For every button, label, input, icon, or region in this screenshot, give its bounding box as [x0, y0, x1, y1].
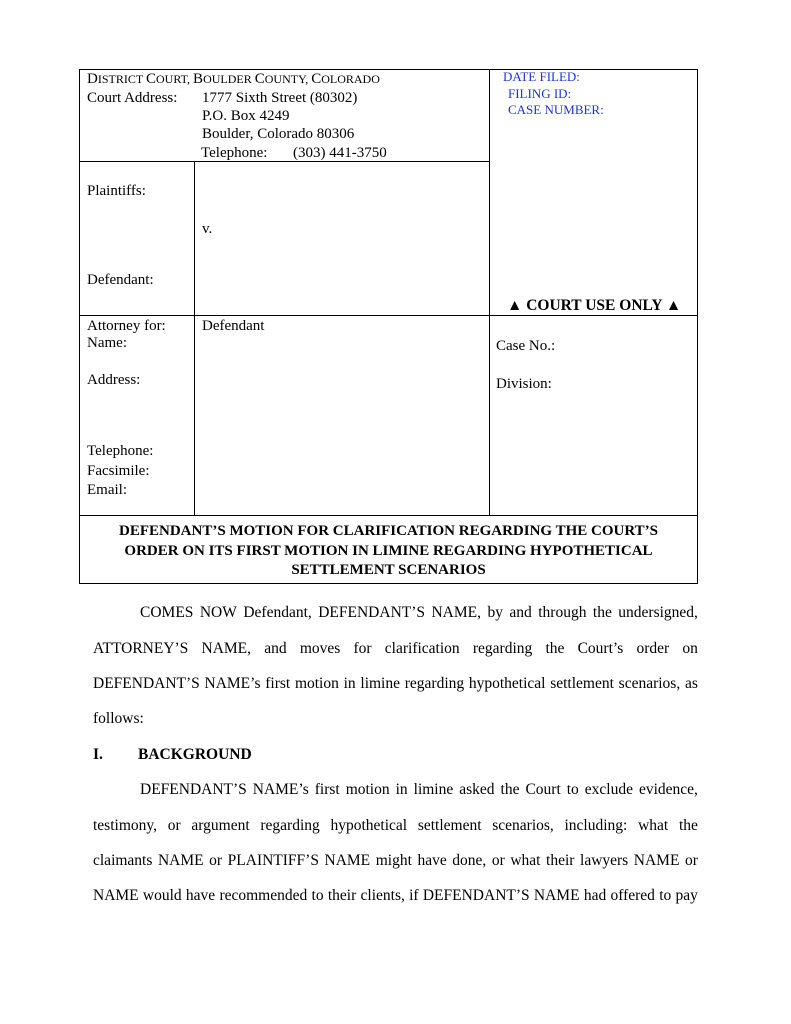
word: motion	[294, 675, 339, 692]
word: regarding	[472, 640, 533, 657]
court-name-rest: OLORADO	[321, 72, 380, 86]
court-name	[87, 70, 380, 88]
word: motion	[345, 781, 390, 798]
court-address-line-1: 1777 Sixth Street (80302)	[202, 90, 358, 106]
court-use-only-label: ▲ COURT USE ONLY ▲	[507, 297, 682, 314]
word: testimony,	[93, 817, 158, 834]
word: or	[684, 852, 698, 869]
word: in	[395, 781, 408, 798]
court-address-label: Court Address:	[87, 90, 178, 106]
caption-divider-attorney	[79, 315, 698, 316]
word: on	[682, 640, 698, 657]
motion-title-line-1: DEFENDANT’S MOTION FOR CLARIFICATION REGARDING THE COURT’S	[119, 523, 658, 539]
word: lawyers	[580, 852, 629, 869]
word: and	[264, 640, 287, 657]
court-name-rest: OURT,	[155, 72, 194, 86]
word: NAME	[324, 852, 371, 869]
word: offered	[610, 887, 655, 904]
word: pay	[675, 887, 698, 904]
word: moves	[299, 640, 341, 657]
paragraph-2-line-3	[93, 852, 698, 870]
court-address-line-3: Boulder, Colorado 80306	[202, 126, 355, 142]
caption-divider-parties	[194, 161, 195, 516]
word: limine	[413, 781, 454, 798]
word: NAME,	[201, 640, 252, 657]
court-name-initial: C	[254, 71, 265, 87]
word: settlement	[417, 817, 482, 834]
court-telephone-value: (303) 441-3750	[293, 145, 387, 161]
word: order	[636, 640, 670, 657]
court-name-rest: ISTRICT	[97, 72, 146, 86]
date-filed-label: DATE FILED:	[503, 69, 580, 84]
attorney-email-label: Email:	[87, 482, 127, 498]
word: Court	[525, 781, 561, 798]
word: settlement	[550, 675, 614, 692]
word: through	[538, 604, 587, 621]
word: first	[265, 675, 291, 692]
paragraph-2-line-2	[93, 817, 698, 835]
word: NAME’s	[252, 781, 309, 798]
word: NAME	[157, 852, 204, 869]
word: or	[167, 817, 181, 834]
caption-divider-right	[489, 69, 490, 516]
word: the	[545, 640, 565, 657]
word: DEFENDANT’S	[422, 887, 530, 904]
word: NAME	[533, 887, 580, 904]
word: their	[546, 852, 575, 869]
word: would	[142, 887, 182, 904]
caption-divider-court	[79, 161, 490, 162]
word: NOW	[199, 604, 237, 621]
division-label: Division:	[496, 376, 552, 392]
word: NAME	[93, 887, 139, 904]
word: if	[409, 887, 419, 904]
paragraph-1-line-3	[93, 675, 698, 693]
word: DEFENDANT’S	[140, 781, 247, 798]
word: Defendant,	[243, 604, 312, 621]
court-name-rest: OUNTY,	[264, 72, 312, 86]
paragraph-1-line-2	[93, 640, 698, 658]
word: to	[659, 887, 672, 904]
word: in	[343, 675, 356, 692]
word: recommended	[219, 887, 308, 904]
word: hypothetical	[468, 675, 546, 692]
word: or	[491, 852, 505, 869]
case-number-label: CASE NUMBER:	[508, 102, 604, 117]
word: DEFENDANT’S	[318, 604, 426, 621]
plaintiffs-label: Plaintiffs:	[87, 183, 146, 199]
word: for	[353, 640, 372, 657]
attorney-name-label: Name:	[87, 335, 127, 351]
attorney-telephone-label: Telephone:	[87, 443, 154, 459]
word: undersigned,	[618, 604, 698, 621]
caption-divider-title	[79, 515, 698, 516]
word: have	[185, 887, 216, 904]
word: COMES	[140, 604, 194, 621]
court-name-initial: B	[193, 71, 204, 87]
word: to	[311, 887, 324, 904]
court-name-initial: D	[87, 71, 98, 87]
word: had	[583, 887, 607, 904]
word: DEFENDANT’S	[93, 675, 200, 692]
word: their	[327, 887, 357, 904]
section-title: BACKGROUND	[138, 746, 252, 763]
attorney-facsimile-label: Facsimile:	[87, 463, 150, 479]
word: scenarios,	[492, 817, 554, 834]
court-address-line-2: P.O. Box 4249	[202, 108, 290, 124]
word: PLAINTIFF’S	[227, 852, 319, 869]
word: done,	[452, 852, 487, 869]
word: what	[510, 852, 541, 869]
word: regarding	[260, 817, 320, 834]
word: and	[509, 604, 532, 621]
word: have	[417, 852, 447, 869]
word: scenarios,	[618, 675, 681, 692]
word: regarding	[404, 675, 465, 692]
paragraph-2-line-1	[93, 781, 698, 799]
filing-id-label: FILING ID:	[508, 86, 572, 101]
word: what	[638, 817, 669, 834]
word: the	[592, 604, 612, 621]
word: hypothetical	[330, 817, 408, 834]
motion-title-line-2: ORDER ON ITS FIRST MOTION IN LIMINE REGARDING HYPOTHETICAL	[124, 543, 653, 559]
court-name-rest: OULDER	[203, 72, 255, 86]
defendant-label: Defendant:	[87, 272, 154, 288]
attorney-address-label: Address:	[87, 372, 141, 388]
word: the	[678, 817, 698, 834]
word: exclude	[584, 781, 633, 798]
case-caption-box	[79, 69, 698, 584]
word: evidence,	[638, 781, 698, 798]
attorney-for-label: Attorney for:	[87, 318, 166, 334]
word: to	[566, 781, 579, 798]
word: as	[684, 675, 698, 692]
word: Court’s	[577, 640, 624, 657]
paragraph-1-line-1	[93, 604, 698, 622]
word: claimants	[93, 852, 153, 869]
word: by	[487, 604, 503, 621]
court-name-initial: C	[145, 71, 156, 87]
attorney-for-value: Defendant	[202, 318, 265, 334]
motion-title-line-3: SETTLEMENT SCENARIOS	[291, 562, 486, 578]
court-telephone-label: Telephone:	[201, 145, 268, 161]
word: might	[375, 852, 412, 869]
word: clients,	[360, 887, 405, 904]
word: first	[314, 781, 340, 798]
word: or	[209, 852, 223, 869]
word: argument	[191, 817, 250, 834]
word: clarification	[384, 640, 460, 657]
court-name-initial: C	[311, 71, 322, 87]
paragraph-1-line-4: follows:	[93, 710, 144, 727]
versus-label: v.	[202, 221, 213, 237]
word: limine	[360, 675, 400, 692]
word: ATTORNEY’S	[93, 640, 189, 657]
word: NAME	[633, 852, 680, 869]
paragraph-2-line-4	[93, 887, 698, 905]
word: including:	[564, 817, 628, 834]
case-no-label: Case No.:	[496, 338, 556, 354]
word: asked	[459, 781, 495, 798]
word: NAME,	[431, 604, 481, 621]
word: NAME’s	[204, 675, 261, 692]
word: the	[500, 781, 520, 798]
section-number: I.	[93, 746, 103, 763]
